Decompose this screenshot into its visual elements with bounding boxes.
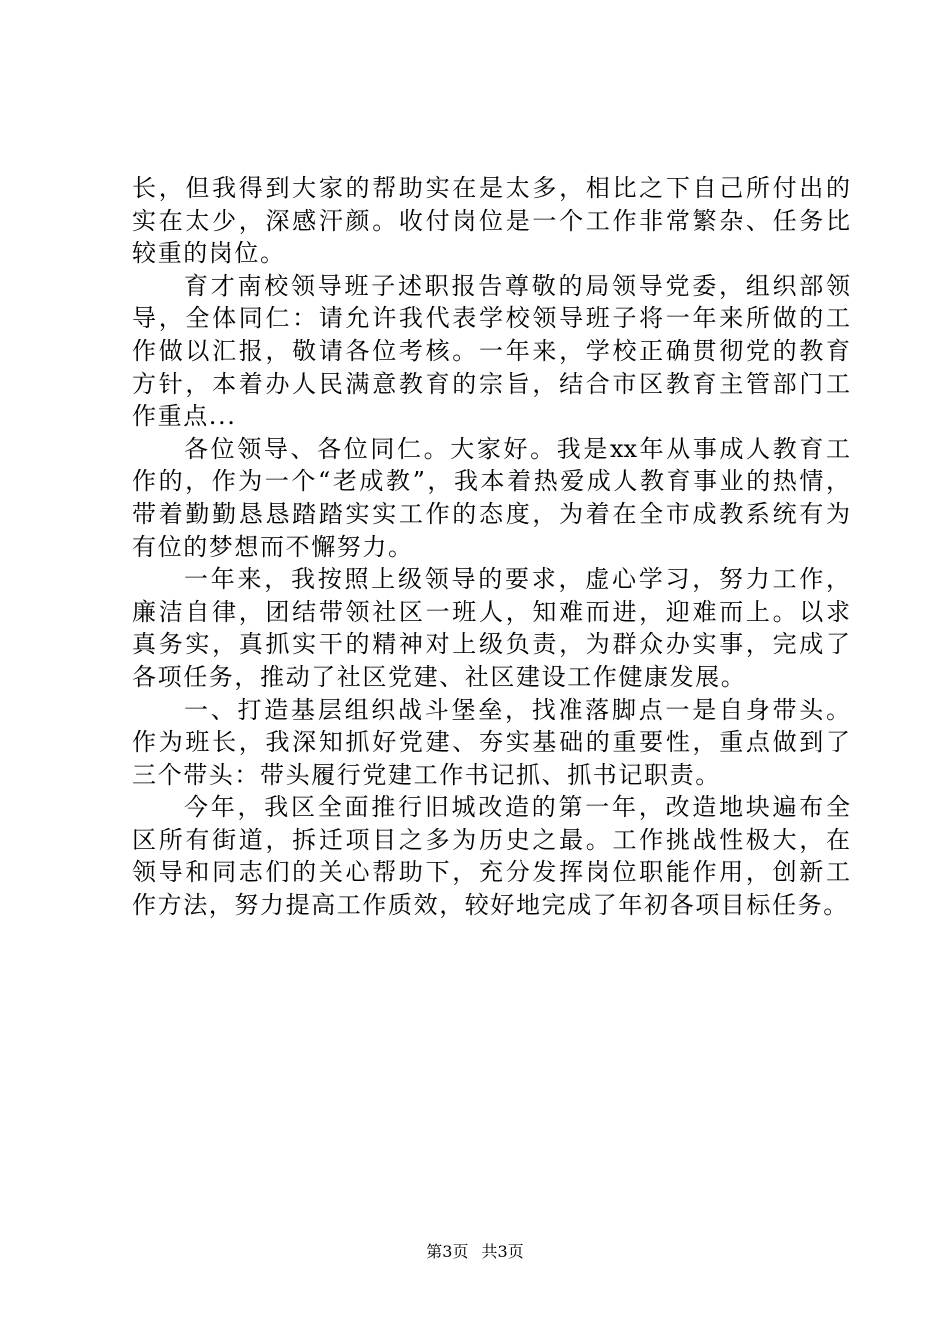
text-line: 作的，作为一个“老成教”，我本着热爱成人教育事业的热情， — [132, 467, 850, 496]
paragraph — [132, 433, 850, 563]
paragraph — [132, 791, 850, 921]
paragraph — [132, 694, 850, 792]
page-total: 共3页 — [481, 1242, 524, 1261]
page-number: 第3页 — [426, 1242, 469, 1261]
text-line: 作方法，努力提高工作质效，较好地完成了年初各项目标任务。 — [132, 891, 849, 920]
text-line: 作重点... — [132, 402, 237, 431]
text-line: 育才南校领导班子述职报告尊敬的局领导党委，组织部领 — [184, 271, 850, 300]
document-body — [132, 172, 850, 922]
text-line: 区所有街道，拆迁项目之多为历史之最。工作挑战性极大，在 — [132, 825, 850, 854]
text-line: 有位的梦想而不懈努力。 — [132, 532, 414, 561]
text-line: 今年，我区全面推行旧城改造的第一年，改造地块遍布全 — [184, 793, 850, 822]
text-line: 各位领导、各位同仁。大家好。我是xx年从事成人教育工 — [184, 434, 850, 463]
text-line: 廉洁自律，团结带领社区一班人，知难而进，迎难而上。以求 — [132, 597, 850, 626]
text-line: 长，但我得到大家的帮助实在是太多，相比之下自己所付出的 — [132, 174, 850, 202]
text-line: 作为班长，我深知抓好党建、夯实基础的重要性，重点做到了 — [132, 728, 850, 757]
paragraph — [132, 563, 850, 693]
text-line: 作做以汇报，敬请各位考核。一年来，学校正确贯彻党的教育 — [132, 336, 850, 365]
text-line: 实在太少，深感汗颜。收付岗位是一个工作非常繁杂、任务比 — [132, 206, 850, 235]
text-line: 较重的岗位。 — [132, 239, 286, 268]
text-line: 三个带头：带头履行党建工作书记抓、抓书记职责。 — [132, 760, 721, 789]
text-line: 真务实，真抓实干的精神对上级负责，为群众办实事，完成了 — [132, 630, 850, 659]
text-line: 一年来，我按照上级领导的要求，虚心学习，努力工作， — [184, 565, 850, 594]
paragraph — [132, 172, 850, 270]
text-line: 各项任务，推动了社区党建、社区建设工作健康发展。 — [132, 662, 747, 691]
text-line: 一、打造基层组织战斗堡垒，找准落脚点一是自身带头。 — [184, 695, 850, 724]
page-footer — [0, 1242, 950, 1262]
text-line: 方针，本着办人民满意教育的宗旨，结合市区教育主管部门工 — [132, 369, 850, 398]
text-line: 带着勤勤恳恳踏踏实实工作的态度，为着在全市成教系统有为 — [132, 499, 850, 528]
text-line: 导，全体同仁：请允许我代表学校领导班子将一年来所做的工 — [132, 304, 850, 333]
text-line: 领导和同志们的关心帮助下，充分发挥岗位职能作用，创新工 — [132, 858, 850, 887]
paragraph — [132, 270, 850, 433]
